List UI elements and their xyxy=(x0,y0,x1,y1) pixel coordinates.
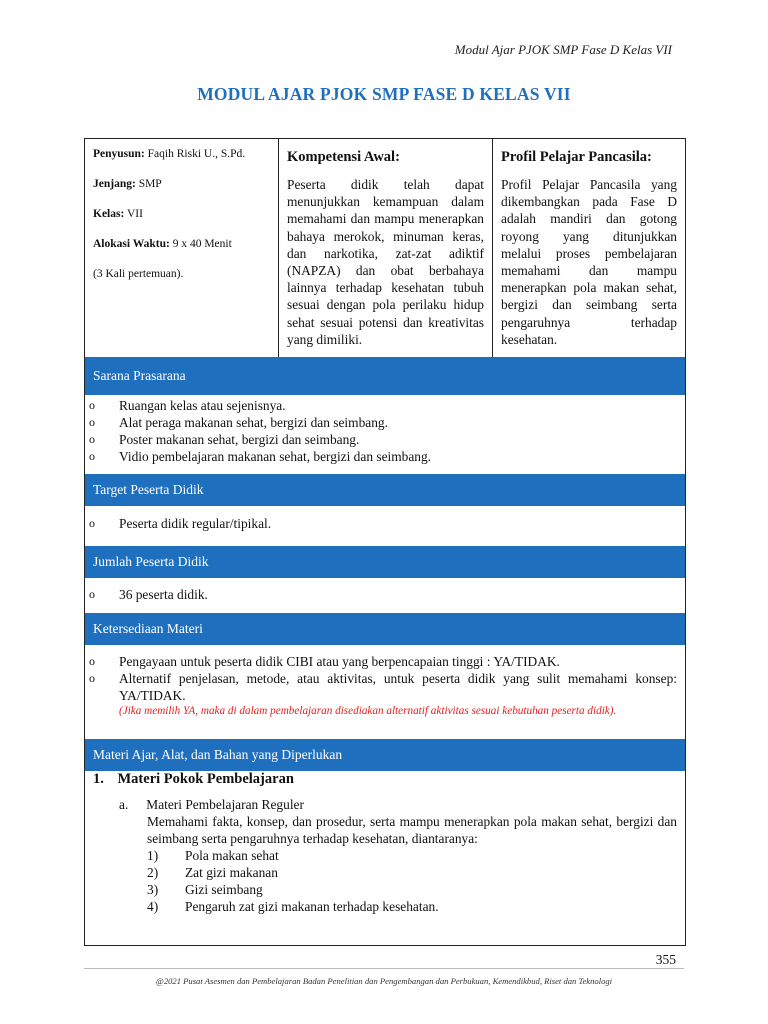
pertemuan-line: (3 Kali pertemuan). xyxy=(93,268,184,280)
alokasi-value: 9 x 40 Menit xyxy=(169,238,232,250)
jumlah-heading xyxy=(85,546,685,578)
materi-subheading xyxy=(93,771,294,788)
list-item-text: Ruangan kelas atau sejenisnya. xyxy=(119,398,286,413)
bullet-icon: o xyxy=(89,654,95,668)
jenjang-value: SMP xyxy=(135,178,162,190)
page-number: 355 xyxy=(655,952,676,967)
list-item-text: Peserta didik regular/tipikal. xyxy=(119,516,272,531)
bullet-icon: o xyxy=(89,415,95,429)
kompetensi-text: Peserta didik telah dapat menunjukkan kemampuan dalam memahami dan mampu menerapkan bahaya merokok, minuman keras, dan narkotika, zat-zat adiktif (NAPZA) dan obat berbahaya lainnya terhadap kesehatan tubuh sesuai dengan pola perilaku hidup sehat sesuai potensi dan kreativitas yang dimiliki. xyxy=(287,177,484,347)
alokasi-label: Alokasi Waktu: xyxy=(93,238,170,250)
list-item xyxy=(147,864,677,881)
list-item xyxy=(85,653,677,670)
ketersediaan-heading-label: Ketersediaan Materi xyxy=(93,621,203,636)
materi-item-title: Materi Pembelajaran Reguler xyxy=(146,797,304,812)
profil-heading: Profil Pelajar Pancasila: xyxy=(501,149,652,165)
materi-numbered-list xyxy=(119,847,677,915)
sarana-heading-label: Sarana Prasarana xyxy=(93,368,186,383)
kelas-line xyxy=(93,207,270,221)
list-item-text: Gizi seimbang xyxy=(185,882,263,897)
jenjang-label: Jenjang: xyxy=(93,178,136,190)
penyusun-line xyxy=(93,147,270,161)
bullet-icon: o xyxy=(89,516,95,530)
list-item-text: 36 peserta didik. xyxy=(119,587,208,602)
kelas-label: Kelas: xyxy=(93,208,125,220)
kelas-value: VII xyxy=(124,208,143,220)
materi-item-text: Memahami fakta, konsep, dan prosedur, serta mampu menerapkan pola makan sehat, bergizi dan seimbang serta pengaruhnya terhadap kesehatan, diantaranya: xyxy=(147,814,677,846)
penyusun-value: Faqih Riski U., S.Pd. xyxy=(144,148,246,160)
list-item xyxy=(85,431,685,448)
copyright-note: @2021 Pusat Asesmen dan Pembelajaran Badan Penelitian dan Pengembangan dan Perbukuan, Kemendikbud, Riset dan Teknologi xyxy=(155,976,613,986)
sarana-heading xyxy=(85,357,685,395)
kompetensi-cell xyxy=(279,139,493,357)
list-item xyxy=(85,448,685,465)
target-heading-label: Target Peserta Didik xyxy=(93,482,204,497)
list-item xyxy=(85,670,677,704)
bullet-icon: o xyxy=(89,398,95,412)
module-info-cell xyxy=(85,139,279,357)
list-item xyxy=(147,847,677,864)
jumlah-heading-label: Jumlah Peserta Didik xyxy=(93,554,209,569)
ketersediaan-list xyxy=(85,653,685,718)
jumlah-list xyxy=(85,586,685,603)
target-heading xyxy=(85,474,685,506)
list-item-number: 3) xyxy=(147,882,159,897)
materi-heading xyxy=(85,739,685,771)
target-list xyxy=(85,515,685,532)
list-item-number: 4) xyxy=(147,899,159,914)
list-item xyxy=(85,397,685,414)
bullet-icon: o xyxy=(89,449,95,463)
ketersediaan-heading xyxy=(85,613,685,645)
running-head: Modul Ajar PJOK SMP Fase D Kelas VII xyxy=(454,42,672,57)
list-item-number: 2) xyxy=(147,865,159,880)
list-item-text: Zat gizi makanan xyxy=(185,865,278,880)
sarana-list xyxy=(85,397,685,465)
jenjang-line xyxy=(93,177,270,191)
bullet-icon: o xyxy=(89,671,95,685)
module-table xyxy=(84,138,686,946)
list-item-text: Alternatif penjelasan, metode, atau aktivitas, untuk peserta didik yang sulit memahami konsep: YA/TIDAK. xyxy=(119,671,677,703)
materi-item-letter: a. xyxy=(119,797,129,812)
bullet-icon: o xyxy=(89,432,95,446)
materi-sub-number: 1. xyxy=(93,771,104,787)
penyusun-label: Penyusun: xyxy=(93,148,145,160)
footer-divider xyxy=(84,968,684,969)
bullet-icon: o xyxy=(89,587,95,601)
info-row xyxy=(85,139,685,358)
list-item-text: Poster makanan sehat, bergizi dan seimbang. xyxy=(119,432,360,447)
list-item-text: Alat peraga makanan sehat, bergizi dan seimbang. xyxy=(119,415,388,430)
list-item xyxy=(85,414,685,431)
materi-item xyxy=(119,796,677,915)
document-title: MODUL AJAR PJOK SMP FASE D KELAS VII xyxy=(197,84,571,104)
alokasi-line xyxy=(93,237,270,251)
list-item-text: Pola makan sehat xyxy=(185,848,279,863)
profil-cell xyxy=(493,139,685,357)
list-item xyxy=(147,881,677,898)
kompetensi-heading: Kompetensi Awal: xyxy=(287,149,400,165)
materi-heading-label: Materi Ajar, Alat, dan Bahan yang Diperlukan xyxy=(93,747,343,762)
list-item-number: 1) xyxy=(147,848,159,863)
profil-text: Profil Pelajar Pancasila yang dikembangkan pada Fase D adalah mandiri dan gotong royong yang ditunjukkan melalui proses pembelajaran memahami dan mampu menerapkan pola makan sehat, bergizi dan seimbang serta pengaruhnya terhadap kesehatan. xyxy=(501,177,677,347)
list-item xyxy=(147,898,677,915)
list-item-text: Pengaruh zat gizi makanan terhadap kesehatan. xyxy=(185,899,439,914)
list-item-text: Vidio pembelajaran makanan sehat, bergizi dan seimbang. xyxy=(119,449,432,464)
materi-sub-title: Materi Pokok Pembelajaran xyxy=(117,771,294,787)
list-item-text: Pengayaan untuk peserta didik CIBI atau yang berpencapaian tinggi : YA/TIDAK. xyxy=(119,654,560,669)
list-item xyxy=(85,586,685,603)
ketersediaan-note: (Jika memilih YA, maka di dalam pembelajaran disediakan alternatif aktivitas sesuai kebutuhan peserta didik). xyxy=(119,705,617,717)
list-item xyxy=(85,515,685,532)
